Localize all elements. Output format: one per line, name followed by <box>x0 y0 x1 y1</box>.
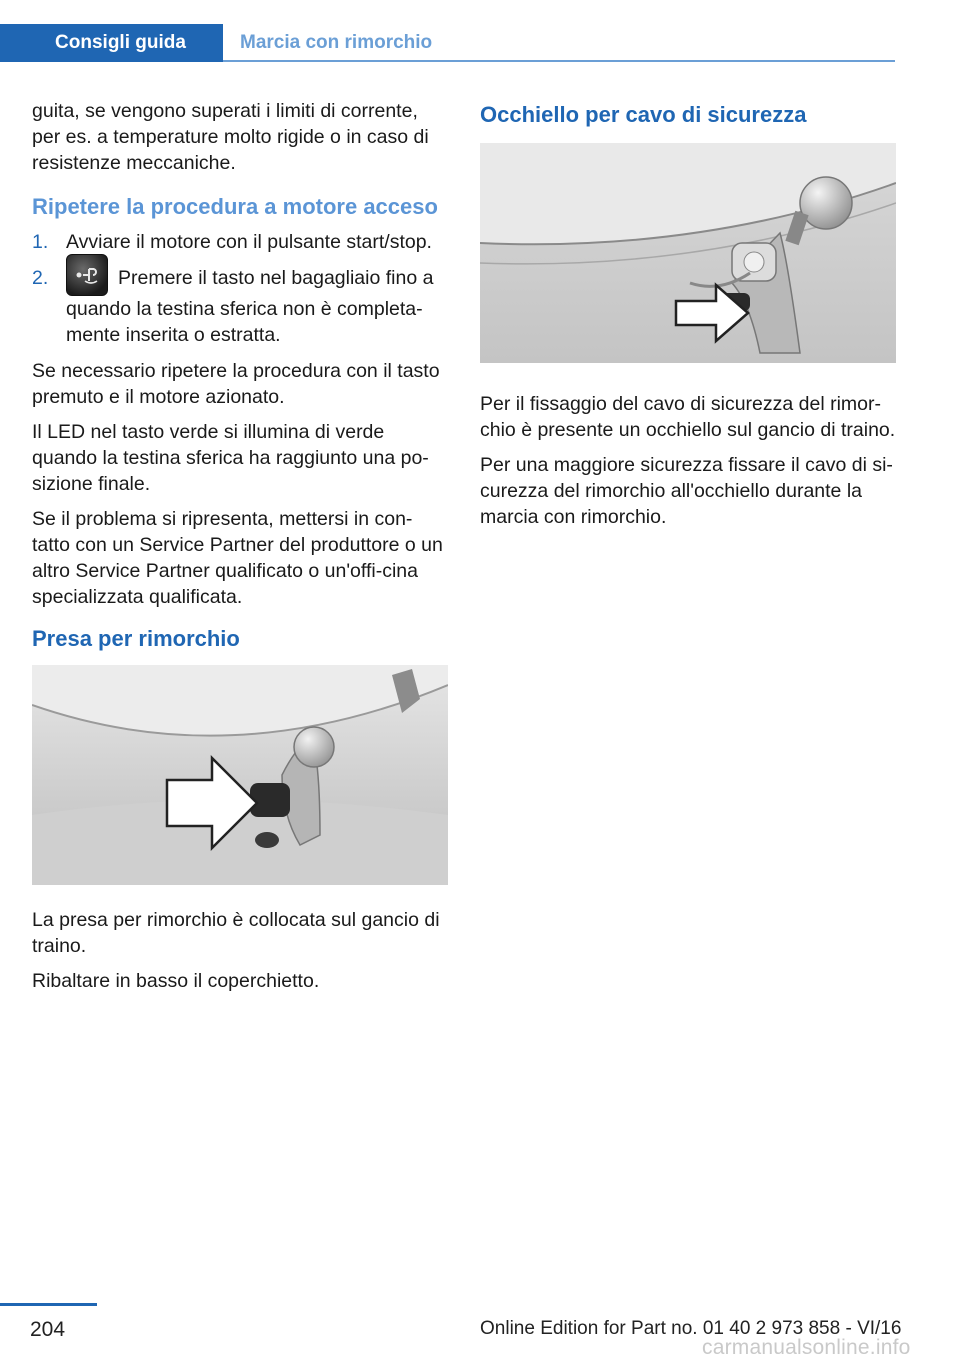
step-text: Premere il tasto nel bagagliaio fino a quando la testina sferica non è completa‐mente inserita o estratta. <box>66 267 434 346</box>
footer-divider <box>0 1303 97 1306</box>
procedure-steps <box>32 229 450 348</box>
trailer-socket-illustration <box>32 665 448 885</box>
page-header <box>0 24 895 62</box>
paragraph: Ribaltare in basso il coperchietto. <box>32 970 320 992</box>
intro-paragraph: guita, se vengono superati i limiti di corrente, per es. a temperature molto rigide o in caso di resistenze meccaniche. <box>32 100 429 174</box>
tab-chapter-label: Consigli guida <box>55 32 186 53</box>
paragraph: Se necessario ripetere la procedura con il tasto premuto e il motore azionato. <box>32 360 440 408</box>
header-divider <box>223 60 895 62</box>
step-number: 1. <box>32 231 49 253</box>
left-column <box>32 98 450 1003</box>
heading-safety-eyelet: Occhiello per cavo di sicurezza <box>480 102 807 127</box>
edition-info: Online Edition for Part no. 01 40 2 973 858 - VI/16 <box>480 1318 902 1339</box>
tab-section-label: Marcia con rimorchio <box>240 32 433 53</box>
paragraph: Per una maggiore sicurezza fissare il cavo di si‐curezza del rimorchio all'occhiello durante la marcia con rimorchio. <box>480 454 893 528</box>
tab-chapter[interactable] <box>0 24 223 62</box>
paragraph: Per il fissaggio del cavo di sicurezza del rimor‐chio è presente un occhiello sul gancio di traino. <box>480 393 896 441</box>
subheading-restart: Ripetere la procedura a motore acceso <box>32 194 438 219</box>
step-1 <box>32 229 450 255</box>
paragraph: Il LED nel tasto verde si illumina di verde quando la testina sferica ha raggiunto una po‐sizione finale. <box>32 421 429 495</box>
tab-section[interactable] <box>240 24 432 62</box>
trailer-hitch-button-icon <box>66 254 108 296</box>
page-number: 204 <box>30 1318 66 1341</box>
watermark: carmanualsonline.info <box>702 1336 911 1359</box>
heading-trailer-socket: Presa per rimorchio <box>32 626 240 651</box>
right-column <box>480 102 896 539</box>
step-number: 2. <box>32 267 49 289</box>
paragraph: Se il problema si ripresenta, mettersi in con‐tatto con un Service Partner del produttore o un altro Service Partner qualificato o un'offi‐cina specializzata qualificata. <box>32 508 443 608</box>
paragraph: La presa per rimorchio è collocata sul gancio di traino. <box>32 909 440 957</box>
step-text: Avviare il motore con il pulsante start/stop. <box>66 231 432 253</box>
safety-cable-eyelet-illustration <box>480 143 896 363</box>
step-2 <box>32 265 450 348</box>
